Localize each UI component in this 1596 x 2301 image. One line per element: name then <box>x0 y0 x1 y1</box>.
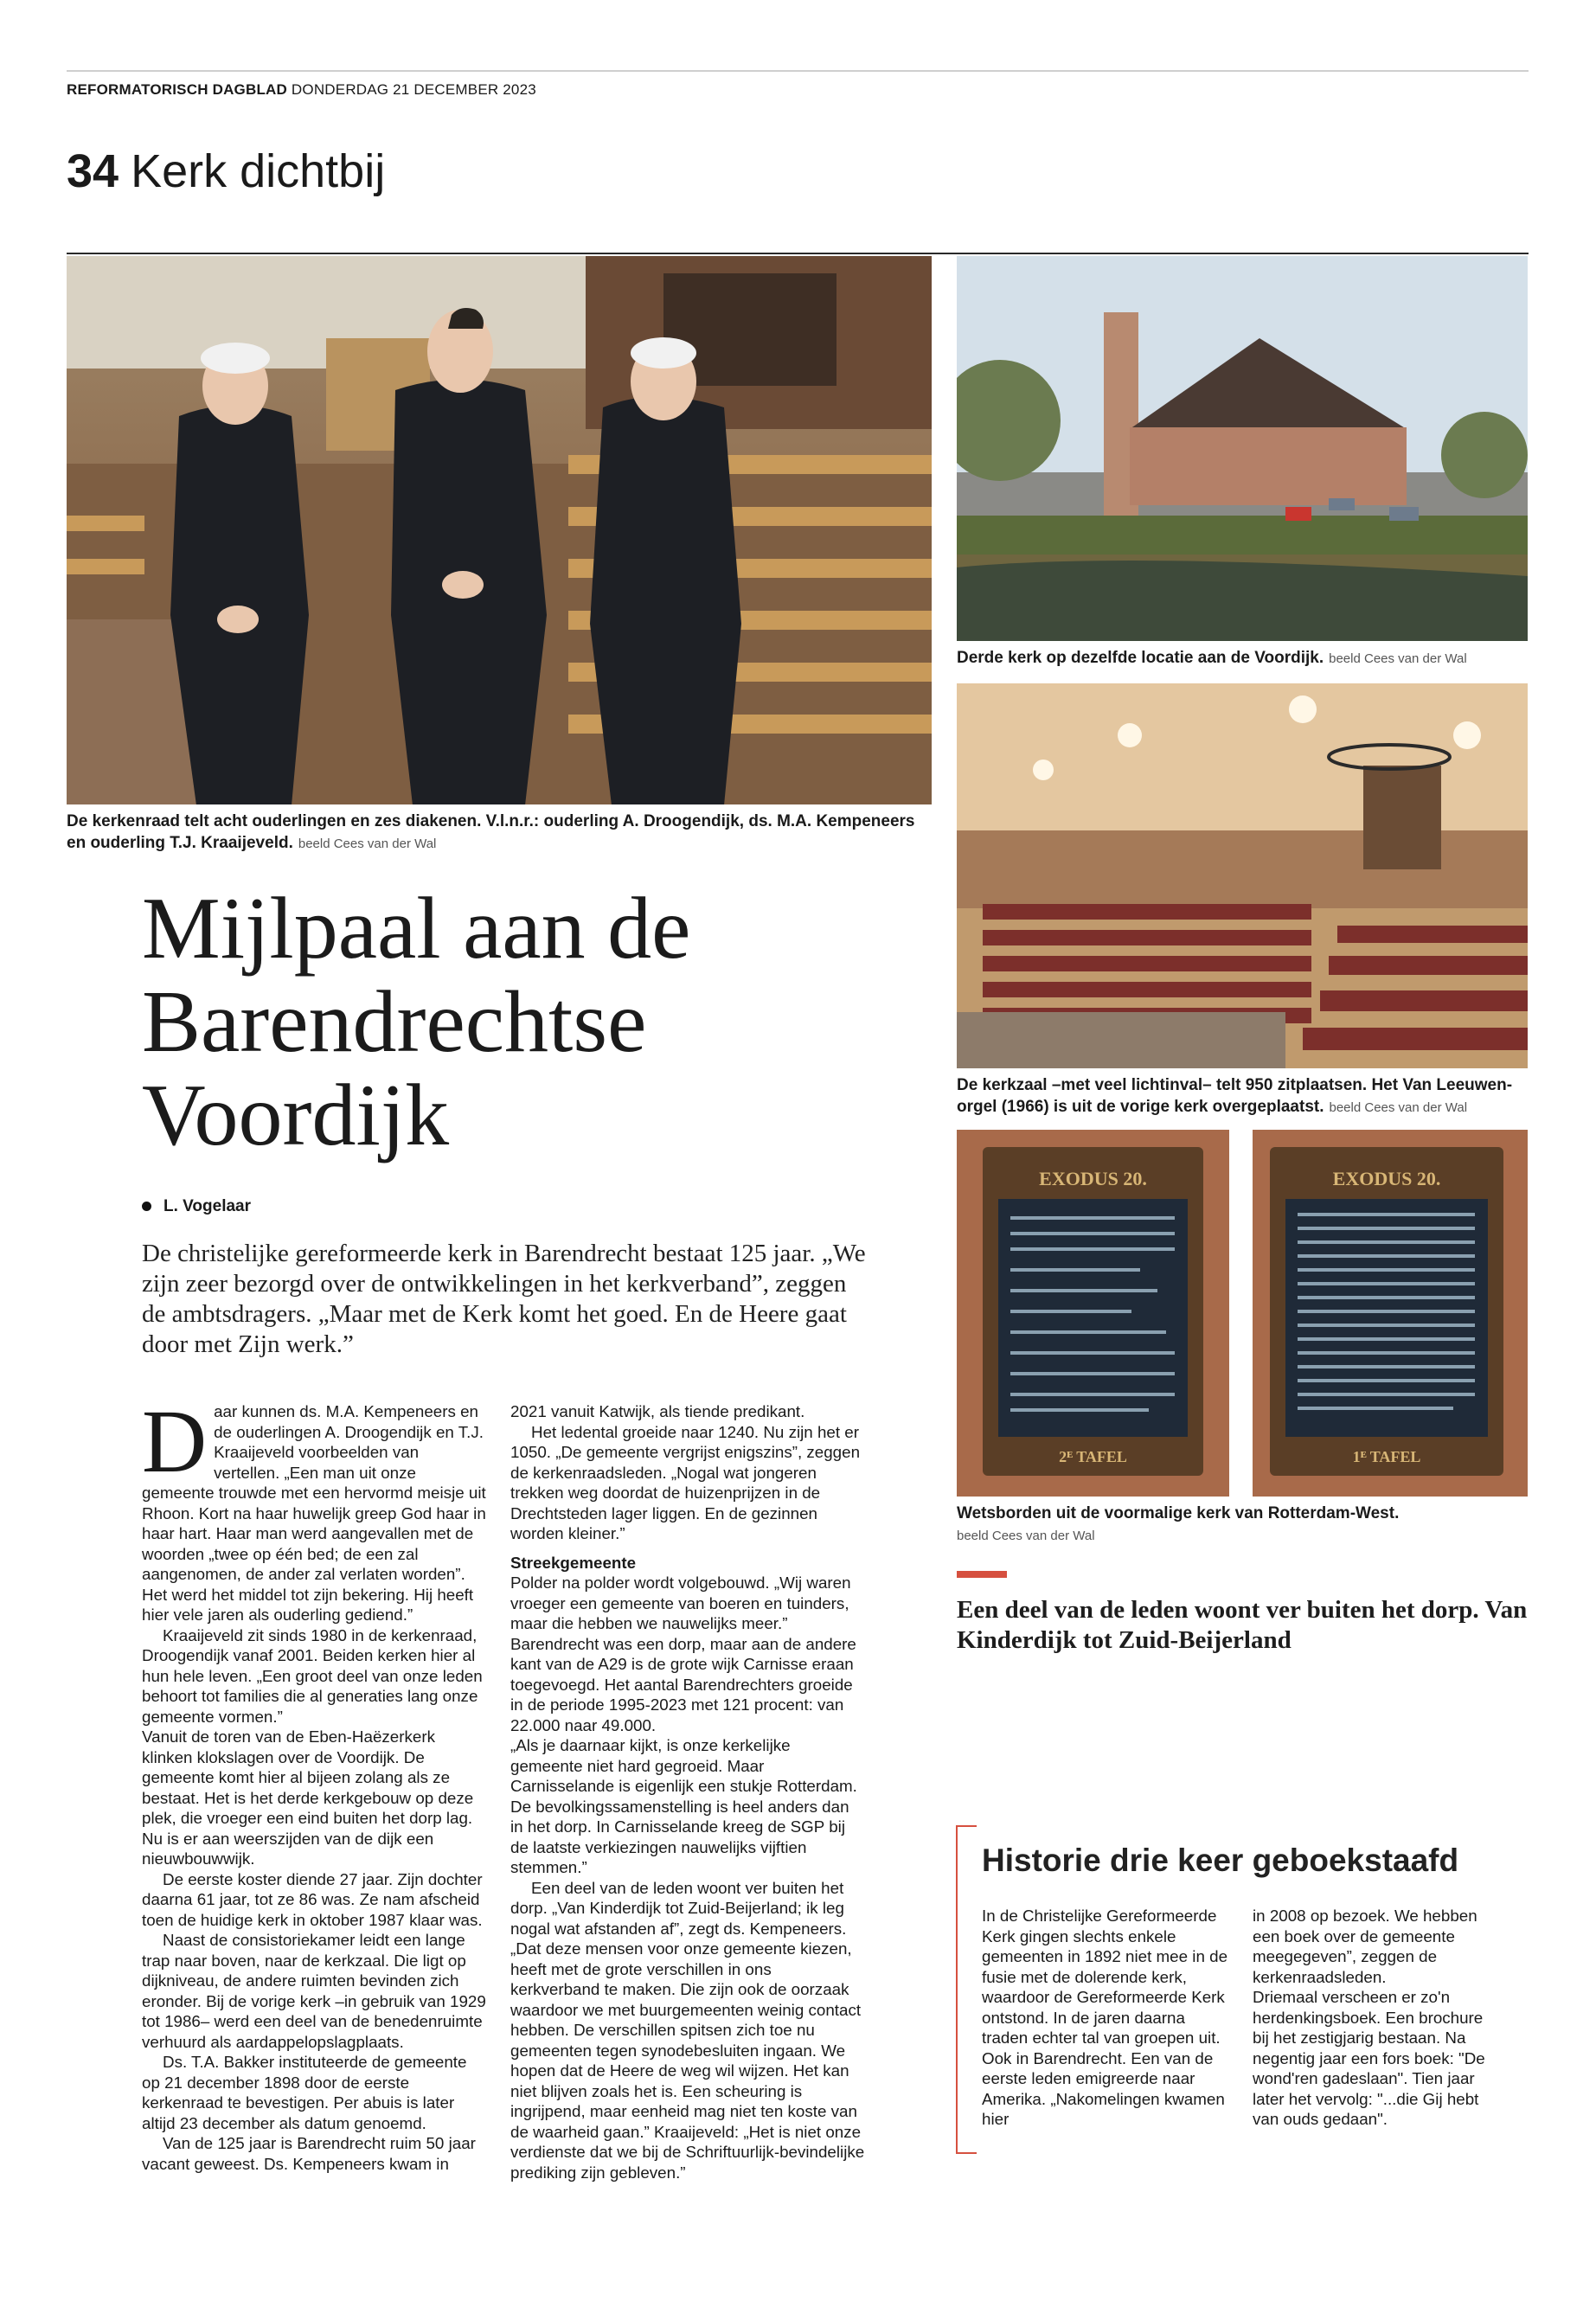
church-caption-text: Derde kerk op dezelfde locatie aan de Voordijk. <box>957 649 1324 667</box>
paragraph: Naast de consistoriekamer leidt een lange trap naar boven, naar de kerkzaal. Die ligt op dijkniveau, de andere ruimten bevinden zich eronder. Bij de vorige kerk –in gebruik van 1929 tot 1986– werd een deel van de benedenruimte verhuurd als aardappelopslagplaats. <box>142 1931 486 2051</box>
byline-author: L. Vogelaar <box>163 1197 252 1215</box>
paragraph: Van de 125 jaar is Barendrecht ruim 50 jaar vacant geweest. Ds. Kempeneers kwam in <box>142 2134 476 2173</box>
interior-photo-caption <box>957 1074 1528 1118</box>
main-photo-caption <box>67 811 932 855</box>
masthead-date: DONDERDAG 21 DECEMBER 2023 <box>291 81 536 98</box>
sidebar-border-bottom <box>956 2152 977 2154</box>
section-title: Kerk dichtbij <box>131 145 386 197</box>
masthead <box>67 81 536 99</box>
paragraph: Het ledental groeide naar 1240. Nu zijn het er 1050. „De gemeente vergrijst enigszins”, zeggen de kerkenraadsleden. „Nogal wat jongeren trekken weg doordat de huizenprijzen in de Drechtsteden lager liggen. En de gezinnen worden kleiner.” <box>510 1422 861 1542</box>
board-right-bottom: 1ᴱ TAFEL <box>1352 1448 1421 1465</box>
paragraph: Vanuit de toren van de Eben-Haëzerkerk klinken klokslagen over de Voordijk. De gemeente komt hier al bijeen zolang als ze bestaat. Het is het derde kerkgebouw op deze plek, die vroeger een eind buiten het dorp lag. Nu is er aan weerszijden van de dijk een nieuwbouwwijk. <box>142 1727 474 1868</box>
paragraph: „Als je daarnaar kijkt, is onze kerkelijke gemeente niet hard gegroeid. Maar Carnisselande is eigenlijk een stukje Rotterdam. De bevolkingssamenstelling is heel anders dan in het dorp. In Carnisselande kreeg de SGP bij de laatste verkiezingen nauwelijks vijftien stemmen.” <box>510 1736 857 1876</box>
section-header <box>67 145 385 197</box>
sidebar-column-1 <box>982 1906 1233 2130</box>
sidebar-paragraph: in 2008 op bezoek. We hebben een boek over de gemeente meegegeven”, zeggen de kerkenraadsleden. <box>1253 1907 1477 1986</box>
sidebar-border-top <box>956 1825 977 1827</box>
body-column-1 <box>142 1392 488 2174</box>
boards-caption-credit: beeld Cees van der Wal <box>957 1529 1095 1543</box>
main-caption-text: De kerkenraad telt acht ouderlingen en zes diakenen. V.l.n.r.: ouderling A. Droogendijk, ds. M.A. Kempeneers en ouderling T.J. Kraaijeveld. <box>67 812 915 852</box>
interior-caption-text: De kerkzaal –met veel lichtinval– telt 950 zitplaatsen. Het Van Leeuwen-orgel (1966) is uit de vorige kerk overgeplaatst. <box>957 1076 1513 1116</box>
paragraph: Ds. T.A. Bakker instituteerde de gemeente op 21 december 1898 door de eerste kerkenraad te bevestigen. Per abuis is later altijd 23 december als datum genoemd. <box>142 2053 467 2132</box>
sidebar-border <box>956 1825 958 2154</box>
paragraph: Polder na polder wordt volgebouwd. „Wij waren vroeger een gemeente van boeren en tuinders, maar die hebben we nauwelijks meer.” Barendrecht was een dorp, maar aan de andere kant van de A29 is de grote wijk Carnisse eraan toegevoegd. Het aantal Barendrechters groeide in de periode 1995-2023 met 121 procent: van 22.000 naar 49.000. <box>510 1574 856 1734</box>
board-right-title: EXODUS 20. <box>1332 1168 1441 1189</box>
main-photo-image <box>67 256 932 804</box>
main-caption-credit: beeld Cees van der Wal <box>298 836 437 851</box>
interior-caption-credit: beeld Cees van der Wal <box>1329 1100 1468 1115</box>
board-photo-left <box>957 1130 1229 1497</box>
paragraph: aar kunnen ds. M.A. Kempeneers en de ouderlingen A. Droogendijk en T.J. Kraaijeveld voorbeelden van vertellen. „Een man uit onze gemeente trouwde met een hervormd meisje uit Rhoon. Kort na haar huwelijk greep God haar in haar hart. Haar man werd aangevallen met de woorden „twee op één bed; de een zal aangenomen, de ander zal verlaten worden”. Het werd het middel tot zijn bekering. Hij heeft hier vele jaren als ouderling gediend.” <box>142 1402 486 1624</box>
paragraph: De eerste koster diende 27 jaar. Zijn dochter daarna 61 jaar, tot ze 86 was. Ze nam afscheid toen de huidige kerk in oktober 1987 klaar was. <box>142 1869 483 1929</box>
interior-photo <box>957 683 1528 1068</box>
byline-bullet-icon <box>142 1202 151 1211</box>
article-intro: De christelijke gereformeerde kerk in Barendrecht bestaat 125 jaar. „We zijn zeer bezorgd over de ontwikkelingen in het kerkverband”, zeggen de ambtsdragers. „Maar met de Kerk komt het goed. En de Heere gaat door met Zijn werk.” <box>142 1240 866 1358</box>
headline-line-3: Voordijk <box>142 1067 450 1164</box>
headline-line-2: Barendrechtse <box>142 973 647 1071</box>
top-rule <box>67 70 1529 72</box>
board-photo-right <box>1253 1130 1528 1497</box>
church-photo-caption <box>957 647 1528 670</box>
board-left-title: EXODUS 20. <box>1039 1168 1147 1189</box>
paragraph: 2021 vanuit Katwijk, als tiende predikant. <box>510 1402 805 1420</box>
boards-photo-caption <box>957 1503 1528 1547</box>
paragraph: Kraaijeveld zit sinds 1980 in de kerkenraad, Droogendijk vanaf 2001. Beiden kerken hier al hun hele leven. „Een groot deel van onze leden behoort tot families die al generaties lang onze gemeente vormen.” <box>142 1625 483 1726</box>
church-caption-credit: beeld Cees van der Wal <box>1329 651 1467 666</box>
section-rule <box>67 253 1529 254</box>
page-number: 34 <box>67 145 119 197</box>
pullquote: Een deel van de leden woont ver buiten het dorp. Van Kinderdijk tot Zuid-Beijerland <box>957 1596 1528 1654</box>
headline-line-1: Mijlpaal aan de <box>142 880 691 977</box>
main-photo <box>67 256 932 804</box>
boards-caption-text: Wetsborden uit de voormalige kerk van Rotterdam-West. <box>957 1504 1400 1522</box>
subhead: Streekgemeente <box>510 1553 637 1572</box>
church-photo-image <box>957 256 1528 641</box>
body-column-2 <box>510 1401 865 2182</box>
sidebar-title: Historie drie keer geboekstaafd <box>982 1843 1459 1878</box>
sidebar-column-2 <box>1253 1906 1503 2130</box>
paragraph: Een deel van de leden woont ver buiten het dorp. „Van Kinderdijk tot Zuid-Beijerland; ik leg nogal wat afstanden af”, zegt ds. Kempeneers. „Dat deze mensen voor onze gemeente kiezen, heeft met de grote verschillen in ons kerkverband te maken. Die zijn ook de oorzaak waardoor we met buurgemeenten weinig contact hebben. De verschillen spitsen zich toe nu gemeenten tegen synodebesluiten ingaan. We hopen dat de Heere de weg wil wijzen. Het kan niet blijven zoals het is. Een scheuring is ingrijpend, maar eenheid mag niet ten koste van de waarheid gaan.” Kraaijeveld: „Het is niet onze verdienste dat we bij de Schriftuurlijk-bevindelijke prediking zijn gebleven.” <box>510 1878 865 2182</box>
masthead-paper: REFORMATORISCH DAGBLAD <box>67 81 287 98</box>
board-left-bottom: 2ᴱ TAFEL <box>1059 1448 1127 1465</box>
sidebar-paragraph: In de Christelijke Gereformeerde Kerk gingen slechts enkele gemeenten in 1892 niet mee in de fusie met de dolerende kerk, waardoor de Gereformeerde Kerk ontstond. In de jaren daarna traden echter tal van groepen uit. Ook in Barendrecht. Een van de eerste leden emigreerde naar Amerika. „Nakomelingen kwamen hier <box>982 1907 1228 2128</box>
byline <box>142 1197 251 1216</box>
interior-photo-image <box>957 683 1528 1068</box>
sidebar-paragraph: Driemaal verscheen er zo'n herdenkingsboek. Een brochure bij het zestigjarig bestaan. Na negentig jaar een fors boek: "De wond'ren gadeslaan". Tien jaar later het vervolg: "...die Gij hebt van ouds gedaan". <box>1253 1988 1485 2128</box>
church-photo <box>957 256 1528 641</box>
article-headline <box>142 882 964 1163</box>
pullquote-accent-bar <box>957 1571 1007 1578</box>
dropcap: D <box>142 1392 208 1491</box>
